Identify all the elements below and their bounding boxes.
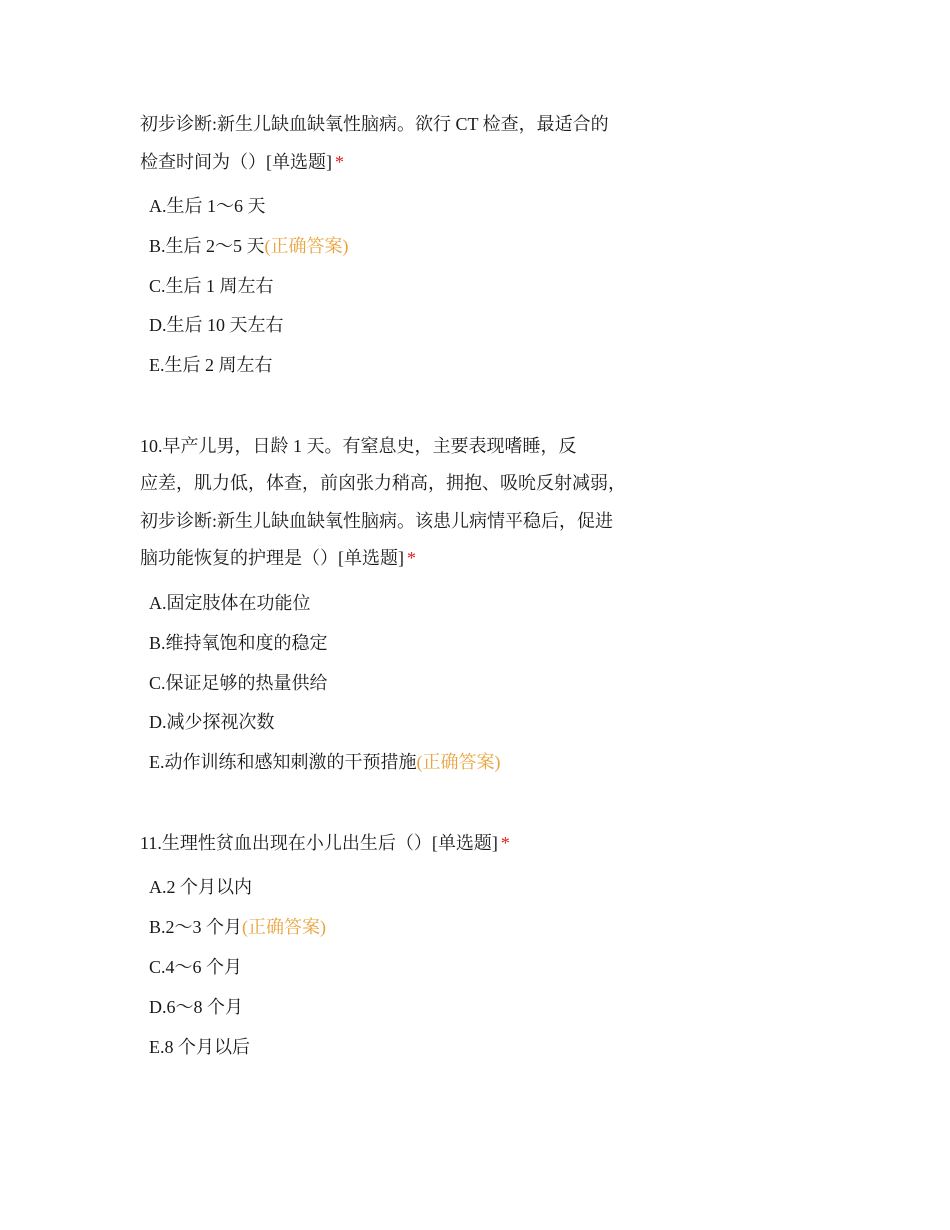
option-item[interactable] [149,1028,640,1068]
option-list [140,187,640,386]
option-item[interactable] [149,624,640,664]
question-block [140,428,640,783]
question-stem-line [140,144,640,182]
option-text: D.生后 10 天左右 [149,315,284,336]
option-text: C.4～6 个月 [149,957,243,978]
option-item[interactable] [149,703,640,743]
option-text: E.8 个月以后 [149,1036,250,1057]
question-stem-text: 10.早产儿男，日龄 1 天。有窒息史，主要表现嗜睡，反 [140,435,577,456]
question-stem-text: 初步诊断:新生儿缺血缺氧性脑病。欲行 CT 检查，最适合的 [140,114,609,134]
option-item[interactable] [149,346,640,386]
option-text: C.保证足够的热量供给 [149,672,328,693]
option-text: D.减少探视次数 [149,712,275,733]
question-stem-line [140,503,640,541]
option-list [140,868,640,1067]
question-stem [140,825,640,863]
option-text: B.维持氧饱和度的稳定 [149,632,328,653]
question-stem-text: 应差，肌力低，体查，前囟张力稍高，拥抱、吸吮反射减弱， [140,473,626,494]
question-stem [140,106,640,181]
option-item[interactable] [149,868,640,908]
option-text: E.动作训练和感知刺激的干预措施 [149,752,417,773]
question-block [140,825,640,1067]
question-stem-line [140,428,640,466]
question-document [140,106,640,1109]
option-text: A.生后 1～6 天 [149,196,266,216]
option-item[interactable] [149,743,640,783]
option-text: A.2 个月以内 [149,877,252,898]
question-stem-text: 脑功能恢复的护理是（）[单选题] [140,548,404,569]
option-list [140,584,640,783]
question-stem-line [140,540,640,578]
option-text: A.固定肢体在功能位 [149,592,311,613]
option-text: B.2～3 个月 [149,917,243,938]
required-marker: * [407,548,416,569]
correct-answer-tag: (正确答案) [242,917,327,938]
option-text: B.生后 2～5 天 [149,235,265,256]
question-stem-line [140,106,640,144]
question-stem [140,428,640,578]
option-item[interactable] [149,584,640,624]
option-item[interactable] [149,948,640,988]
option-text: D.6～8 个月 [149,996,243,1017]
question-block [140,106,640,386]
option-item[interactable] [149,227,640,267]
question-stem-text: 检查时间为（）[单选题] [140,151,332,172]
option-text: C.生后 1 周左右 [149,275,274,296]
correct-answer-tag: (正确答案) [416,752,501,773]
correct-answer-tag: (正确答案) [264,235,349,256]
question-stem-line [140,465,640,503]
option-item[interactable] [149,664,640,704]
question-stem-text: 初步诊断:新生儿缺血缺氧性脑病。该患儿病情平稳后，促进 [140,510,613,531]
question-stem-text: 11.生理性贫血出现在小儿出生后（）[单选题] [140,832,498,853]
required-marker: * [500,832,510,853]
option-item[interactable] [149,306,640,346]
question-stem-line [140,825,640,863]
required-marker: * [335,151,344,172]
option-text: E.生后 2 周左右 [149,355,273,376]
option-item[interactable] [149,988,640,1028]
option-item[interactable] [149,908,640,948]
option-item[interactable] [149,267,640,307]
option-item[interactable] [149,187,640,227]
